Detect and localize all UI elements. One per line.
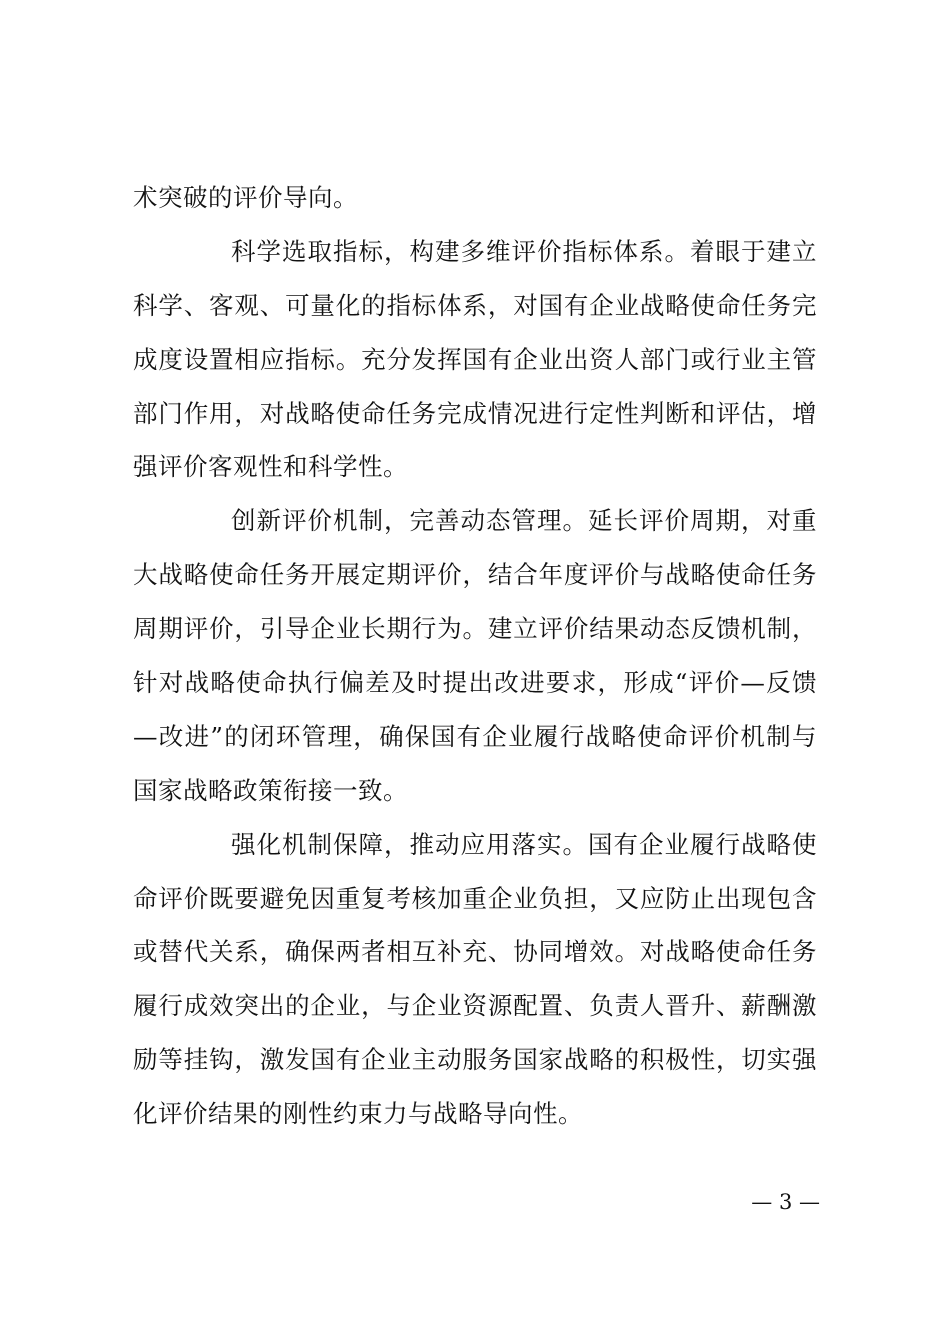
text-line: —改进”的闭环管理，确保国有企业履行战略使命评价机制与	[133, 721, 817, 751]
paragraph-start-line: 创新评价机制，完善动态管理。延长评价周期，对重	[231, 506, 817, 536]
text-line: 履行成效突出的企业，与企业资源配置、负责人晋升、薪酬激	[133, 991, 817, 1021]
text-line: 针对战略使命执行偏差及时提出改进要求，形成“评价—反馈	[133, 668, 817, 698]
text-line: 强评价客观性和科学性。	[133, 452, 408, 482]
text-line: 或替代关系，确保两者相互补充、协同增效。对战略使命任务	[133, 937, 817, 967]
text-line: 大战略使命任务开展定期评价，结合年度评价与战略使命任务	[133, 560, 817, 590]
text-line: 部门作用，对战略使命任务完成情况进行定性判断和评估，增	[133, 398, 817, 428]
text-line: 科学、客观、可量化的指标体系，对国有企业战略使命任务完	[133, 290, 817, 320]
text-line: 励等挂钩，激发国有企业主动服务国家战略的积极性，切实强	[133, 1045, 817, 1075]
text-line: 周期评价，引导企业长期行为。建立评价结果动态反馈机制，	[133, 614, 817, 644]
text-line: 化评价结果的刚性约束力与战略导向性。	[133, 1099, 583, 1129]
text-line: 国家战略政策衔接一致。	[133, 775, 408, 805]
text-line: 成度设置相应指标。充分发挥国有企业出资人部门或行业主管	[133, 344, 817, 374]
paragraph-start-line: 科学选取指标，构建多维评价指标体系。着眼于建立	[231, 236, 817, 266]
paragraph-start-line: 强化机制保障，推动应用落实。国有企业履行战略使	[231, 829, 817, 859]
page-number: — 3 —	[751, 1190, 820, 1214]
document-body	[133, 171, 817, 1141]
text-line: 术突破的评价导向。	[133, 183, 358, 212]
text-line: 命评价既要避免因重复考核加重企业负担，又应防止出现包含	[133, 883, 817, 913]
